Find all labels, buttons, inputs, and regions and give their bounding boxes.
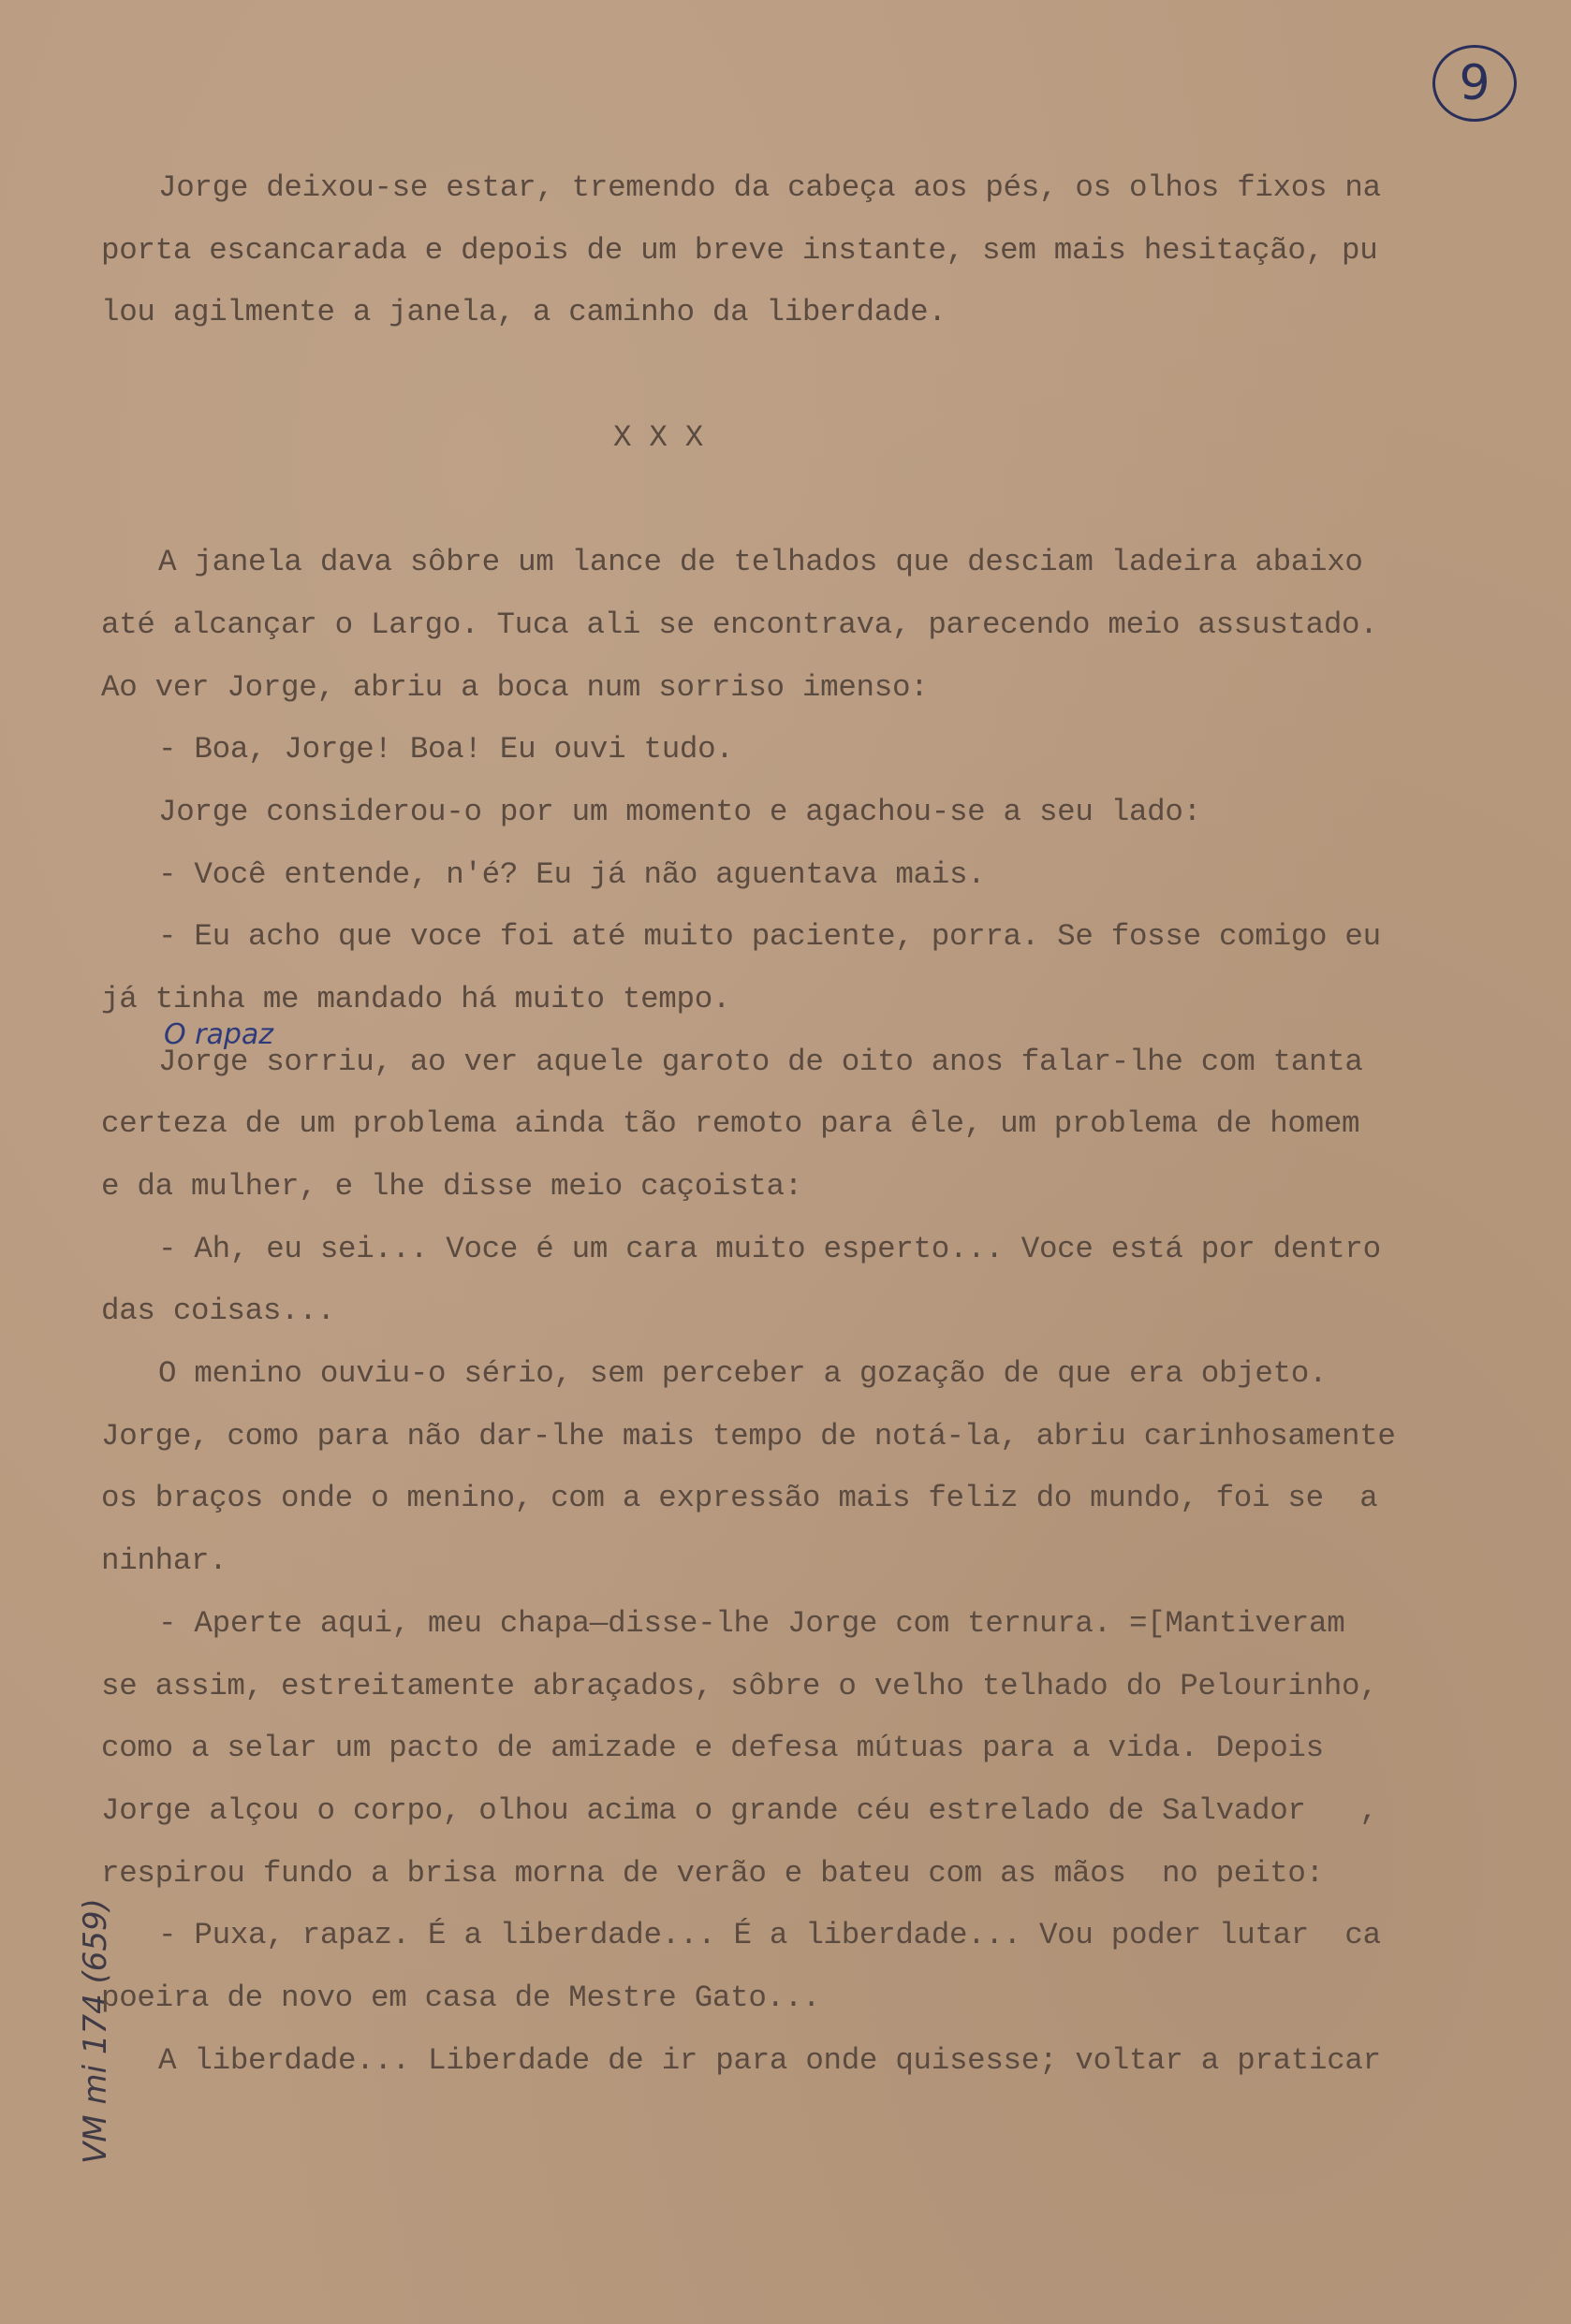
section-break: X X X [612,419,704,455]
text-line: como a selar um pacto de amizade e defesa mútuas para a vida. Depois [101,1731,1324,1766]
text-line: Jorge, como para não dar-lhe mais tempo de notá-la, abriu carinhosamente [101,1418,1396,1454]
text-line: A liberdade... Liberdade de ir para onde quisesse; voltar a praticar [158,2042,1381,2078]
text-line: - Puxa, rapaz. É a liberdade... É a liberdade... Vou poder lutar ca [158,1918,1381,1953]
text-line: - Aperte aqui, meu chapa—disse-lhe Jorge com ternura. =[Mantiveram [158,1605,1345,1641]
text-line: Jorge deixou-se estar, tremendo da cabeça aos pés, os olhos fixos na [158,170,1381,205]
text-line: e da mulher, e lhe disse meio caçoista: [101,1169,802,1204]
text-line: já tinha me mandado há muito tempo. [101,981,731,1016]
margin-note: VM mi 174 (659) [76,1898,114,2164]
text-line: se assim, estreitamente abraçados, sôbre o velho telhado do Pelourinho, [101,1668,1378,1703]
text-line: - Boa, Jorge! Boa! Eu ouvi tudo. [158,732,734,767]
text-line: respirou fundo a brisa morna de verão e bateu com as mãos no peito: [101,1855,1324,1891]
text-line [101,344,1505,407]
text-line: Jorge considerou-o por um momento e agachou-se a seu lado: [158,794,1201,829]
text-line: poeira de novo em casa de Mestre Gato... [101,1980,821,2015]
handwritten-insertion: O rapaz [164,1018,274,1051]
text-line: certeza de um problema ainda tão remoto para êle, um problema de homem [101,1106,1360,1142]
text-line: A janela dava sôbre um lance de telhados que desciam ladeira abaixo [158,545,1363,580]
text-line: Jorge alçou o corpo, olhou acima o grande céu estrelado de Salvador , [101,1792,1378,1828]
text-line: - Você entende, n'é? Eu já não aguentava mais. [158,856,986,892]
text-line: - Ah, eu sei... Voce é um cara muito esperto... Voce está por dentro [158,1231,1381,1266]
text-line: lou agilmente a janela, a caminho da liberdade. [101,295,947,330]
text-line: ninhar. [101,1543,228,1579]
text-line: Jorge sorriu, ao ver aquele garoto de oito anos falar-lhe com tanta [158,1044,1363,1079]
typed-text-body [101,157,1505,2092]
text-line: O menino ouviu-o sério, sem perceber a gozação de que era objeto. [158,1356,1328,1392]
text-line: - Eu acho que voce foi até muito paciente, porra. Se fosse comigo eu [158,919,1381,955]
text-line: até alcançar o Largo. Tuca ali se encontrava, parecendo meio assustado. [101,607,1378,642]
text-line: os braços onde o menino, com a expressão mais feliz do mundo, foi se a [101,1481,1378,1516]
text-line: Ao ver Jorge, abriu a boca num sorriso imenso: [101,669,929,705]
text-line [101,469,1505,532]
text-line: porta escancarada e depois de um breve instante, sem mais hesitação, pu [101,232,1378,268]
text-line: das coisas... [101,1294,335,1329]
page-number: 9 [1432,45,1517,122]
